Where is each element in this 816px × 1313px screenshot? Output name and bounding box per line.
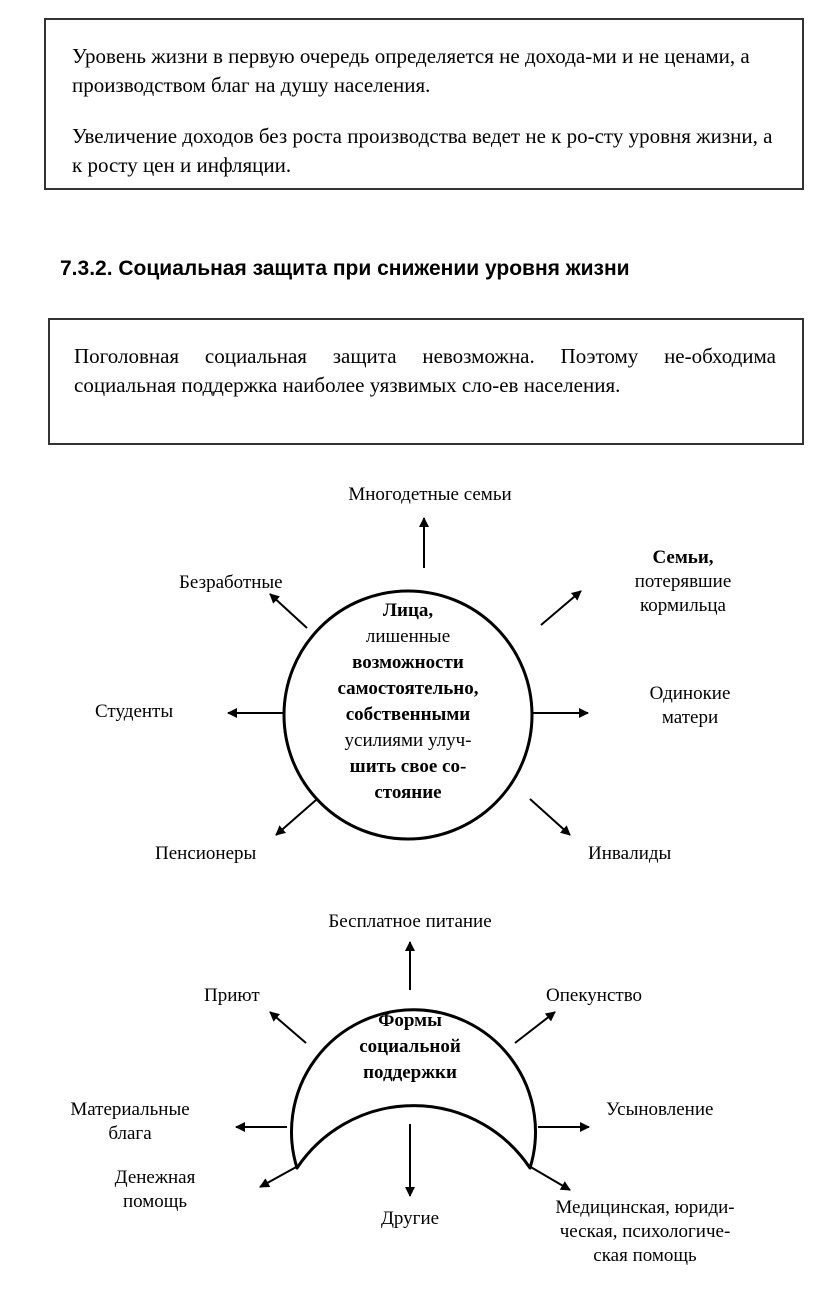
label-shelter: Приют — [204, 985, 260, 1006]
label-other: Другие — [380, 1208, 440, 1229]
arrow-assistance — [529, 1166, 570, 1190]
forms-line-3: поддержки — [363, 1062, 457, 1083]
single-mothers-line-1: Одинокие — [649, 683, 731, 704]
arrow-pensioners — [276, 800, 316, 835]
circle-center-text — [312, 598, 504, 806]
center-line-5: собственными — [345, 704, 471, 725]
center-line-2: лишенные — [365, 626, 451, 647]
label-guardianship: Опекунство — [546, 985, 643, 1006]
material-goods-line-1: Материальные — [70, 1099, 190, 1120]
intro-paragraph-1: Уровень жизни в первую очередь определяется не дохода-ми и не ценами, а производством благ на душу населения. — [72, 44, 750, 97]
label-disabled: Инвалиды — [588, 843, 672, 864]
material-goods-line-2: блага — [108, 1123, 152, 1144]
label-unemployed: Безработные — [179, 572, 283, 593]
crescent-center-text — [330, 1008, 490, 1086]
label-single-mothers — [630, 682, 750, 730]
label-free-food: Бесплатное питание — [328, 911, 492, 932]
lost-breadwinner-line-2: потерявшие — [634, 571, 732, 592]
arrow-guardianship — [515, 1012, 555, 1043]
cash-aid-line-1: Денежная — [114, 1167, 196, 1188]
arrow-lost-breadwinner — [541, 591, 581, 625]
lost-breadwinner-line-3: кормильца — [640, 595, 726, 616]
arrow-disabled — [530, 799, 570, 835]
label-pensioners: Пенсионеры — [155, 843, 257, 864]
label-lost-breadwinner — [608, 546, 758, 618]
center-line-1: Лица, — [382, 600, 434, 621]
single-mothers-line-2: матери — [661, 707, 719, 728]
arrow-cash-aid — [260, 1166, 298, 1187]
label-material-goods — [50, 1098, 210, 1146]
center-line-3: возможности — [352, 652, 464, 673]
assistance-line-1: Медицинская, юриди- — [555, 1197, 735, 1218]
center-line-6: усилиями улуч- — [344, 730, 472, 751]
note-text: Поголовная социальная защита невозможна. Поэтому не-обходима социальная поддержка наиболее уязвимых сло-ев населения. — [74, 344, 776, 397]
forms-line-2: социальной — [359, 1036, 461, 1057]
label-assistance — [525, 1196, 765, 1268]
label-adoption: Усыновление — [606, 1099, 714, 1120]
label-students: Студенты — [95, 701, 174, 722]
label-large-families: Многодетные семьи — [348, 484, 512, 505]
assistance-line-2: ческая, психологиче- — [559, 1221, 731, 1242]
assistance-line-3: ская помощь — [593, 1245, 697, 1266]
lost-breadwinner-line-1: Семьи, — [652, 547, 714, 568]
cash-aid-line-2: помощь — [122, 1191, 188, 1212]
label-cash-aid — [95, 1166, 215, 1214]
center-line-8: стояние — [374, 782, 442, 803]
center-line-7: шить свое со- — [349, 756, 467, 777]
arrow-unemployed — [270, 594, 307, 628]
intro-paragraph-2: Увеличение доходов без роста производства ведет не к ро-сту уровня жизни, а к росту цен и инфляции. — [72, 124, 773, 177]
arrow-shelter — [270, 1012, 306, 1043]
section-heading: 7.3.2. Социальная защита при снижении уровня жизни — [60, 257, 630, 280]
forms-line-1: Формы — [378, 1010, 442, 1031]
center-line-4: самостоятельно, — [337, 678, 479, 699]
